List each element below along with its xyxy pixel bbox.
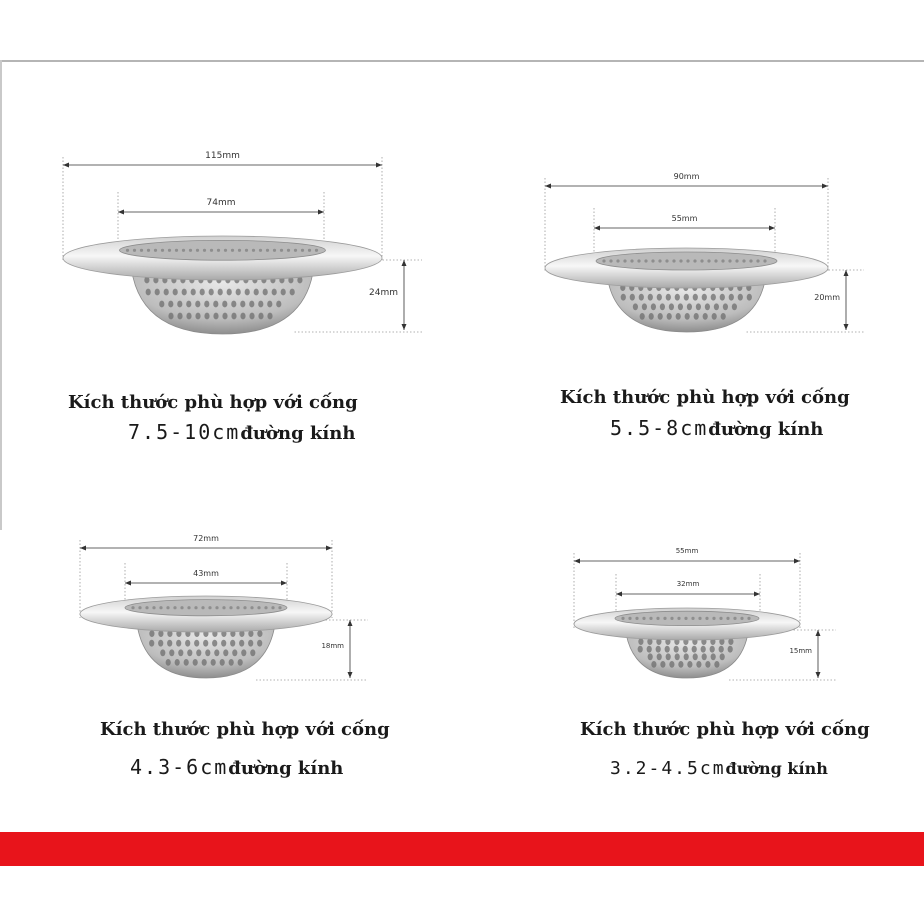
height-label: 18mm — [321, 642, 344, 650]
height-arrow — [348, 620, 353, 678]
inner-diameter-arrow — [616, 592, 760, 597]
inner-diameter-arrow — [118, 210, 324, 215]
outer-diameter-arrow — [574, 559, 800, 564]
diameter-word: đường kính — [240, 423, 356, 444]
diameter-word: đường kính — [228, 758, 344, 779]
diameter-word: đường kính — [725, 759, 828, 778]
fit-caption-size — [128, 420, 355, 444]
fit-caption-title: Kích thước phù hợp với cống — [100, 719, 390, 740]
height-label: 24mm — [369, 288, 398, 298]
drain-diameter-range: 7.5-10cm — [128, 420, 241, 444]
height-label: 15mm — [789, 647, 812, 655]
strainer-opening — [125, 600, 287, 616]
outer-diameter-label: 90mm — [673, 172, 700, 181]
drain-diameter-range: 4.3-6cm — [130, 755, 229, 779]
drain-diameter-range: 3.2-4.5cm — [610, 758, 726, 779]
outer-diameter-arrow — [63, 163, 382, 168]
fit-caption-title: Kích thước phù hợp với cống — [560, 387, 850, 408]
height-arrow — [402, 260, 407, 330]
outer-diameter-label: 72mm — [193, 534, 219, 543]
height-label: 20mm — [814, 293, 840, 302]
inner-diameter-label: 55mm — [671, 214, 698, 223]
inner-diameter-arrow — [125, 581, 287, 586]
drain-diameter-range: 5.5-8cm — [610, 416, 709, 440]
fit-caption-size — [130, 755, 343, 779]
outer-diameter-arrow — [545, 184, 828, 189]
diameter-word: đường kính — [708, 419, 824, 440]
outer-diameter-label: 55mm — [675, 547, 699, 555]
fit-caption-size — [610, 758, 828, 779]
inner-diameter-label: 43mm — [193, 569, 219, 578]
fit-caption-size — [610, 416, 823, 440]
fit-caption-title: Kích thước phù hợp với cống — [68, 392, 358, 413]
height-arrow — [844, 270, 849, 330]
red-accent-band — [0, 832, 924, 866]
outer-diameter-arrow — [80, 546, 332, 551]
inner-diameter-label: 74mm — [206, 198, 236, 208]
outer-diameter-label: 115mm — [205, 151, 240, 161]
inner-diameter-label: 32mm — [676, 580, 700, 588]
height-arrow — [816, 630, 821, 678]
inner-diameter-arrow — [594, 226, 775, 231]
fit-caption-title: Kích thước phù hợp với cống — [580, 719, 870, 740]
